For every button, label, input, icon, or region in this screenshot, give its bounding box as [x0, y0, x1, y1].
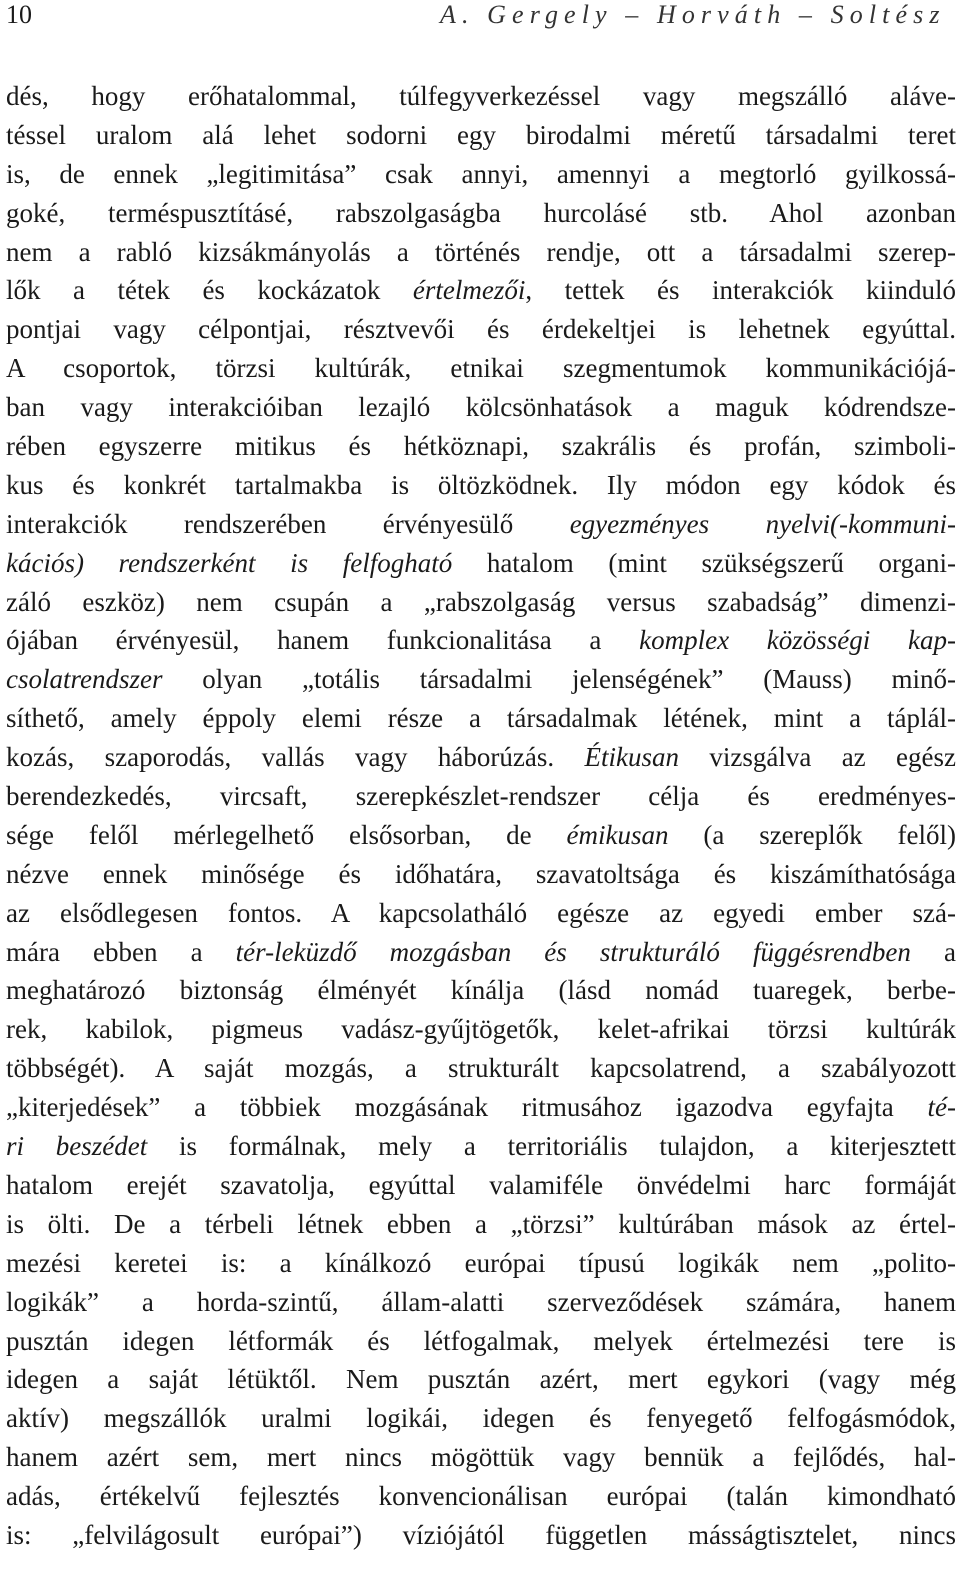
text-line	[6, 1283, 956, 1322]
text-segment: goké, terméspusztításé, rabszolgaságba hurcolásé stb. Ahol azonban	[6, 197, 956, 228]
text-segment: (a szereplők felől)	[668, 819, 956, 850]
text-segment: vizsgálva az egész	[678, 742, 956, 773]
italic-text: csolatrendszer	[6, 664, 163, 695]
text-segment: ban vagy interakcióiban lezajló kölcsönhatások a maguk kódrendsze-	[6, 392, 956, 423]
text-line	[6, 933, 956, 972]
italic-text: komplex közösségi kap-	[639, 625, 956, 656]
text-segment: záló eszköz) nem csupán a „rabszolgaság versus szabadság” dimenzi-	[6, 586, 956, 617]
text-segment: ójában érvényesül, hanem funkcionalitása a	[6, 625, 640, 656]
text-line	[6, 583, 956, 622]
text-segment: hatalom erejét szavatolja, egyúttal valamiféle önvédelmi harc formáját	[6, 1169, 956, 1200]
text-line	[6, 1438, 956, 1477]
text-line	[6, 1360, 956, 1399]
text-line	[6, 1322, 956, 1361]
text-line	[6, 1088, 956, 1127]
text-segment: nézve ennek minősége és időhatára, szavatoltsága és kiszámíthatósága	[6, 858, 956, 889]
text-line	[6, 894, 956, 933]
text-segment: pontjai vagy célpontjai, résztvevői és érdekeltjei is lehetnek egyúttal.	[6, 314, 956, 345]
page-header	[0, 0, 960, 40]
text-segment: idegen a saját létüktől. Nem pusztán azért, mert egykori (vagy még	[6, 1364, 956, 1395]
text-segment: adás, értékelvű fejlesztés konvencionálisan európai (talán kimondható	[6, 1481, 956, 1512]
italic-text: Étikusan	[584, 742, 679, 773]
text-segment: is: „felvilágosult európai”) víziójától független másságtisztelet, nincs	[6, 1519, 956, 1550]
italic-text: té-	[927, 1092, 956, 1123]
italic-text: kációs) rendszerként is felfogható	[6, 547, 453, 578]
text-line	[6, 349, 956, 388]
text-line	[6, 971, 956, 1010]
text-line	[6, 660, 956, 699]
text-line	[6, 1049, 956, 1088]
text-segment: hanem azért sem, mert nincs mögöttük vagy bennük a fejlődés, hal-	[6, 1442, 956, 1473]
text-line	[6, 233, 956, 272]
text-segment: sége felől mérlegelhető elsősorban, de	[6, 819, 567, 850]
italic-text: tér-leküzdő mozgásban és strukturáló függésrendben	[235, 936, 911, 967]
text-segment: rében egyszerre mitikus és hétköznapi, szakrális és profán, szimboli-	[6, 431, 956, 462]
text-line	[6, 1127, 956, 1166]
text-line	[6, 544, 956, 583]
text-segment: rek, kabilok, pigmeus vadász-gyűjtögetők, kelet-afrikai törzsi kultúrák	[6, 1014, 956, 1045]
text-line	[6, 388, 956, 427]
text-segment: az elsődlegesen fontos. A kapcsolatháló egésze az egyedi ember szá-	[6, 897, 956, 928]
text-segment: meghatározó biztonság élményét kínálja (lásd nomád tuaregek, berbe-	[6, 975, 956, 1006]
text-segment: mára ebben a	[6, 936, 236, 967]
text-segment: hatalom (mint szükségszerű organi-	[452, 547, 956, 578]
body-paragraph	[6, 77, 956, 1555]
text-segment: is ölti. De a térbeli létnek ebben a „törzsi” kultúrában mások az értel-	[6, 1208, 956, 1239]
text-segment: többségét). A saját mozgás, a strukturált kapcsolatrend, a szabályozott	[6, 1053, 956, 1084]
text-segment: logikák” a horda-szintű, állam-alatti szerveződések számára, hanem	[6, 1286, 956, 1317]
text-segment: A csoportok, törzsi kultúrák, etnikai szegmentumok kommunikációjá-	[6, 353, 956, 384]
text-segment: is, de ennek „legitimitása” csak annyi, amennyi a megtorló gyilkossá-	[6, 158, 956, 189]
running-head: A. Gergely – Horváth – Soltész	[440, 0, 946, 29]
text-line	[6, 271, 956, 310]
page-number: 10	[6, 0, 32, 29]
text-segment: kus és konkrét tartalmakba is öltözködnek. Ily módon egy kódok és	[6, 469, 956, 500]
text-segment: dés, hogy erőhatalommal, túlfegyverkezéssel vagy megszálló aláve-	[6, 81, 956, 111]
text-line	[6, 1477, 956, 1516]
text-line	[6, 466, 956, 505]
text-segment: , tettek és interakciók kiinduló	[525, 275, 956, 306]
text-segment: „kiterjedések” a többiek mozgásának ritmusához igazodva egyfajta	[6, 1092, 928, 1123]
text-segment: síthető, amely éppoly elemi része a társadalmak létének, mint a táplál-	[6, 703, 956, 734]
text-line	[6, 427, 956, 466]
text-line	[6, 505, 956, 544]
text-segment: aktív) megszállók uralmi logikái, idegen és fenyegető felfogásmódok,	[6, 1403, 956, 1434]
italic-text: értelmezői	[412, 275, 526, 306]
italic-text: egyezményes nyelvi(-kommuni-	[569, 508, 956, 539]
text-segment: lők a tétek és kockázatok	[6, 275, 413, 306]
text-line	[6, 777, 956, 816]
text-segment: a	[910, 936, 956, 967]
text-line	[6, 1166, 956, 1205]
text-segment: mezési keretei is: a kínálkozó európai típusú logikák nem „polito-	[6, 1247, 956, 1278]
text-segment: nem a rabló kizsákmányolás a történés rendje, ott a társadalmi szerep-	[6, 236, 956, 267]
text-line	[6, 816, 956, 855]
text-segment: interakciók rendszerében érvényesülő	[6, 508, 570, 539]
text-line	[6, 116, 956, 155]
text-line	[6, 738, 956, 777]
text-line	[6, 1516, 956, 1555]
text-segment: olyan „totális társadalmi jelenségének” (Mauss) minő-	[162, 664, 956, 695]
italic-text: émikusan	[566, 819, 669, 850]
text-segment: kozás, szaporodás, vallás vagy háborúzás.	[6, 742, 585, 773]
text-line	[6, 155, 956, 194]
text-line	[6, 1010, 956, 1049]
text-segment: téssel uralom alá lehet sodorni egy birodalmi méretű társadalmi teret	[6, 119, 956, 150]
text-line	[6, 1399, 956, 1438]
text-segment: is formálnak, mely a territoriális tulajdon, a kiterjesztett	[147, 1131, 956, 1162]
text-line	[6, 77, 956, 116]
text-line	[6, 310, 956, 349]
text-line	[6, 699, 956, 738]
italic-text: ri beszédet	[6, 1131, 148, 1162]
text-line	[6, 194, 956, 233]
text-line	[6, 621, 956, 660]
text-line	[6, 1205, 956, 1244]
text-segment: berendezkedés, vircsaft, szerepkészlet-rendszer célja és eredményes-	[6, 781, 956, 812]
text-line	[6, 1244, 956, 1283]
text-segment: pusztán idegen létformák és létfogalmak, melyek értelmezési tere is	[6, 1325, 956, 1356]
text-line	[6, 855, 956, 894]
